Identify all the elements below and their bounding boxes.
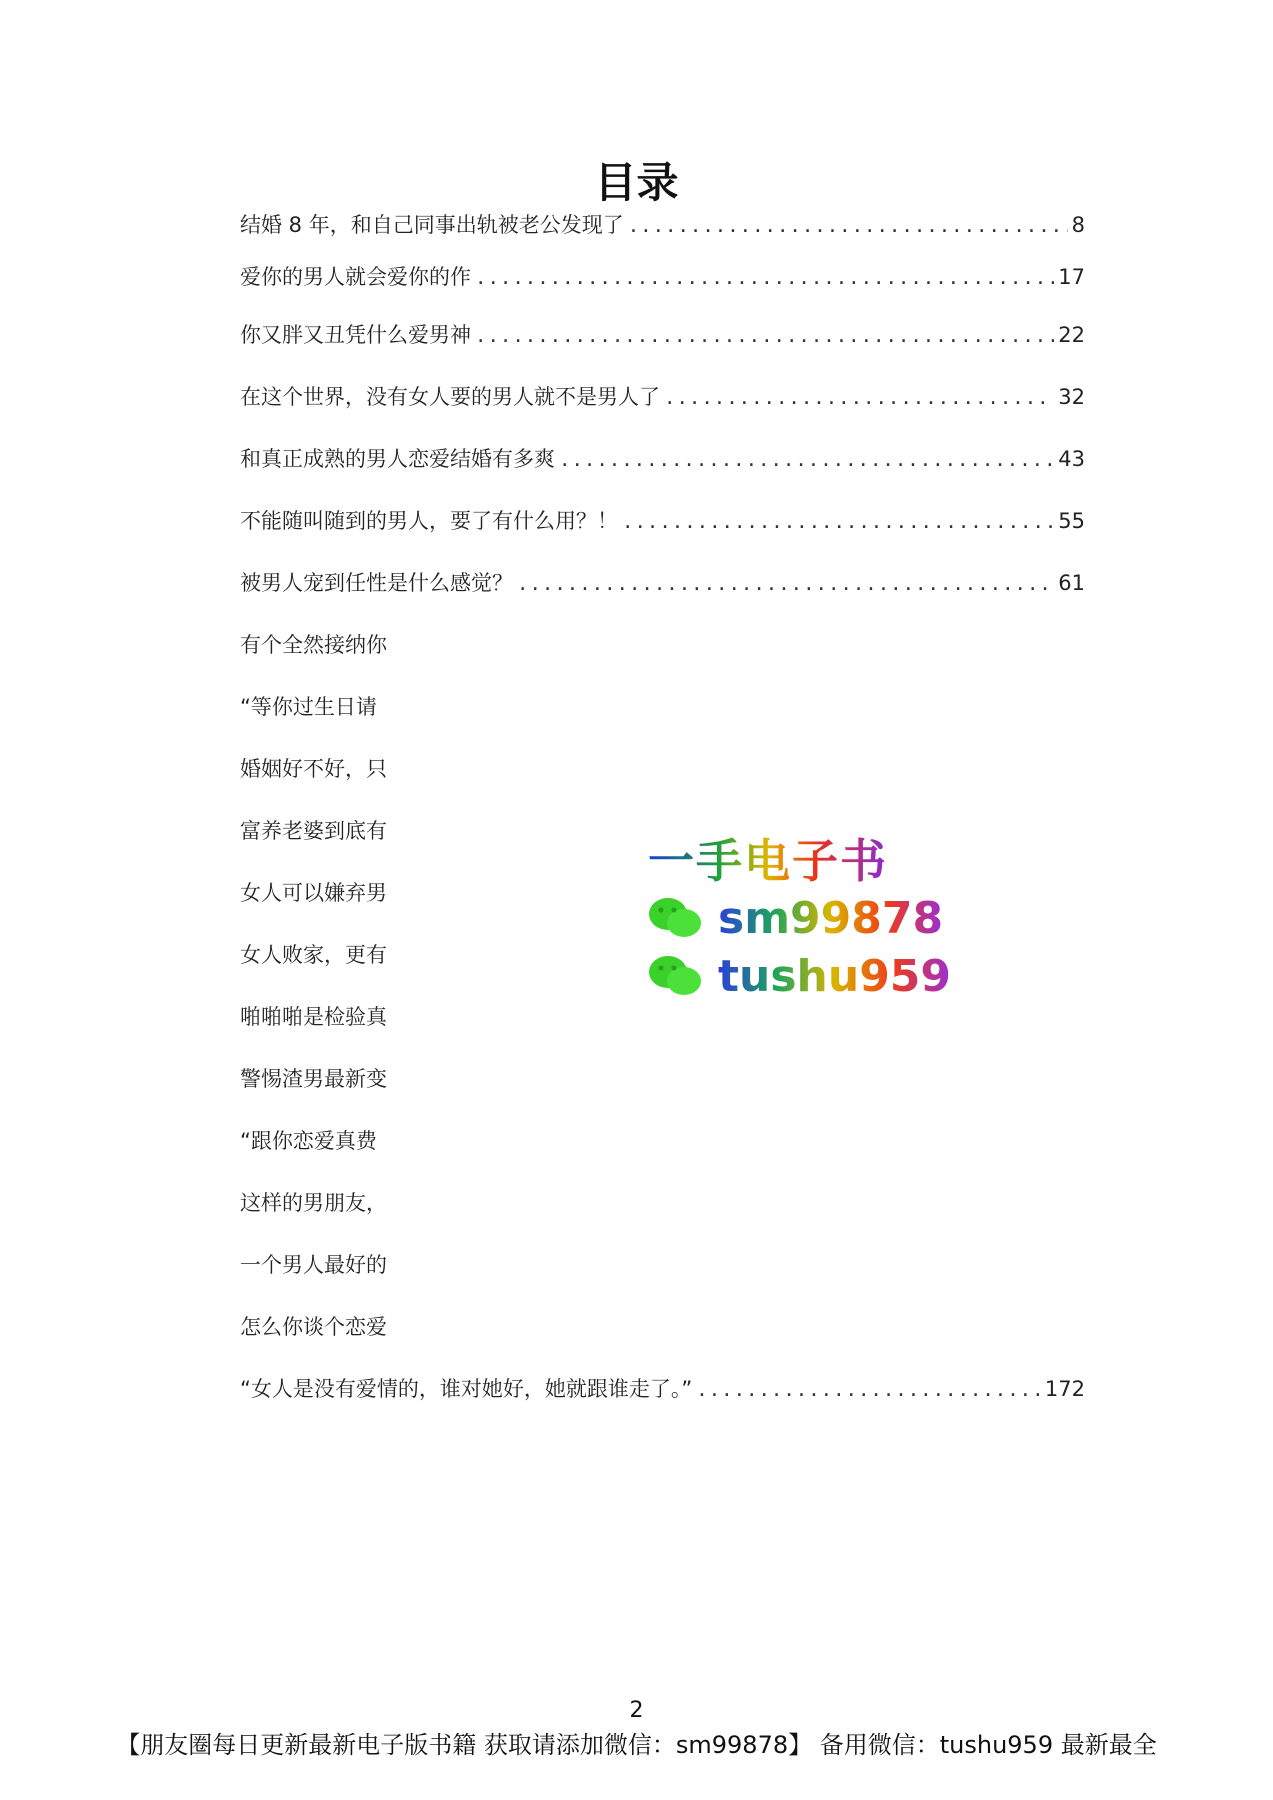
- toc-entry-page: 22: [1058, 323, 1085, 347]
- toc-entry[interactable]: [240, 1001, 405, 1035]
- wechat-icon: [648, 896, 702, 940]
- watermark-id-line: [648, 893, 943, 943]
- toc-entry-title: 不能随叫随到的男人，要了有什么用？！: [240, 509, 618, 533]
- page-number: 2: [629, 1698, 644, 1723]
- toc-entry[interactable]: [240, 567, 1085, 601]
- toc-leader-dots: [628, 215, 1068, 237]
- toc-entry[interactable]: [240, 443, 1085, 477]
- toc-entry-page: 55: [1058, 509, 1085, 533]
- toc-entry-title: 怎么你谈个恋爱: [240, 1315, 387, 1339]
- watermark-title: 一手电子书: [648, 825, 888, 891]
- toc-leader-dots: [475, 267, 1054, 289]
- toc-leader-dots: [559, 449, 1054, 471]
- toc-entry-page: 61: [1058, 571, 1085, 595]
- toc-entry-title: 结婚 8 年，和自己同事出轨被老公发现了: [240, 213, 624, 237]
- toc-entry-title: 女人可以嫌弃男: [240, 881, 387, 905]
- toc-entry[interactable]: [240, 815, 405, 849]
- toc-entry-title: 爱你的男人就会爱你的作: [240, 265, 471, 289]
- toc-entry-title: 女人败家，更有: [240, 943, 387, 967]
- toc-entry[interactable]: [240, 209, 1085, 243]
- toc-entry[interactable]: [240, 1063, 405, 1097]
- toc-entry-title: 婚姻好不好，只: [240, 757, 387, 781]
- toc-entry-title: 啪啪啪是检验真: [240, 1005, 387, 1029]
- toc-entry-title: 一个男人最好的: [240, 1253, 387, 1277]
- toc-entry[interactable]: [240, 877, 405, 911]
- toc-entry[interactable]: [240, 1311, 405, 1345]
- toc-entry[interactable]: [240, 753, 405, 787]
- watermark-id-backup: tushu959: [718, 950, 952, 1002]
- toc-entry[interactable]: [240, 261, 1085, 295]
- toc-entry-title: 在这个世界，没有女人要的男人就不是男人了: [240, 385, 660, 409]
- toc-entry-page: 172: [1044, 1377, 1085, 1401]
- watermark-id-primary: sm99878: [718, 892, 944, 944]
- toc-leader-dots: [622, 511, 1054, 533]
- toc-entry-title: 警惕渣男最新变: [240, 1067, 387, 1091]
- toc-entry-title: 有个全然接纳你: [240, 633, 387, 657]
- toc-entry[interactable]: [240, 505, 1085, 539]
- toc-entry-title: 富养老婆到底有: [240, 819, 387, 843]
- toc-entry-title: 被男人宠到任性是什么感觉？: [240, 571, 513, 595]
- toc-entry[interactable]: [240, 629, 405, 663]
- toc-entry[interactable]: [240, 319, 1085, 353]
- watermark-id-line: [648, 951, 951, 1001]
- toc-entry-title: 你又胖又丑凭什么爱男神: [240, 323, 471, 347]
- toc-entry[interactable]: [240, 1249, 405, 1283]
- watermark: [648, 825, 952, 1005]
- toc-entry-title: “女人是没有爱情的，谁对她好，她就跟谁走了。”: [240, 1377, 693, 1401]
- page-title: 目录: [594, 158, 679, 207]
- toc-leader-dots: [664, 387, 1054, 409]
- toc-entry[interactable]: [240, 381, 1085, 415]
- toc-leader-dots: [517, 573, 1054, 595]
- toc-entry-page: 8: [1071, 213, 1085, 237]
- toc-entry-title: “等你过生日请: [240, 695, 377, 719]
- toc-entry[interactable]: [240, 1373, 1085, 1407]
- toc-leader-dots: [475, 325, 1054, 347]
- toc-entry-title: “跟你恋爱真费: [240, 1129, 377, 1153]
- toc-entry-title: 这样的男朋友，: [240, 1191, 387, 1215]
- toc-leader-dots: [696, 1379, 1041, 1401]
- wechat-icon: [648, 954, 702, 998]
- toc-entry[interactable]: [240, 691, 405, 725]
- toc-entry[interactable]: [240, 1187, 405, 1221]
- toc-entry-page: 43: [1058, 447, 1085, 471]
- toc-entry[interactable]: [240, 1125, 405, 1159]
- toc-entry[interactable]: [240, 939, 405, 973]
- toc-entry-title: 和真正成熟的男人恋爱结婚有多爽: [240, 447, 555, 471]
- footer-banner: 【朋友圈每日更新最新电子版书籍 获取请添加微信：sm99878】 备用微信：tushu959 最新最全: [116, 1731, 1157, 1759]
- toc-entry-page: 17: [1058, 265, 1085, 289]
- toc-entry-page: 32: [1058, 385, 1085, 409]
